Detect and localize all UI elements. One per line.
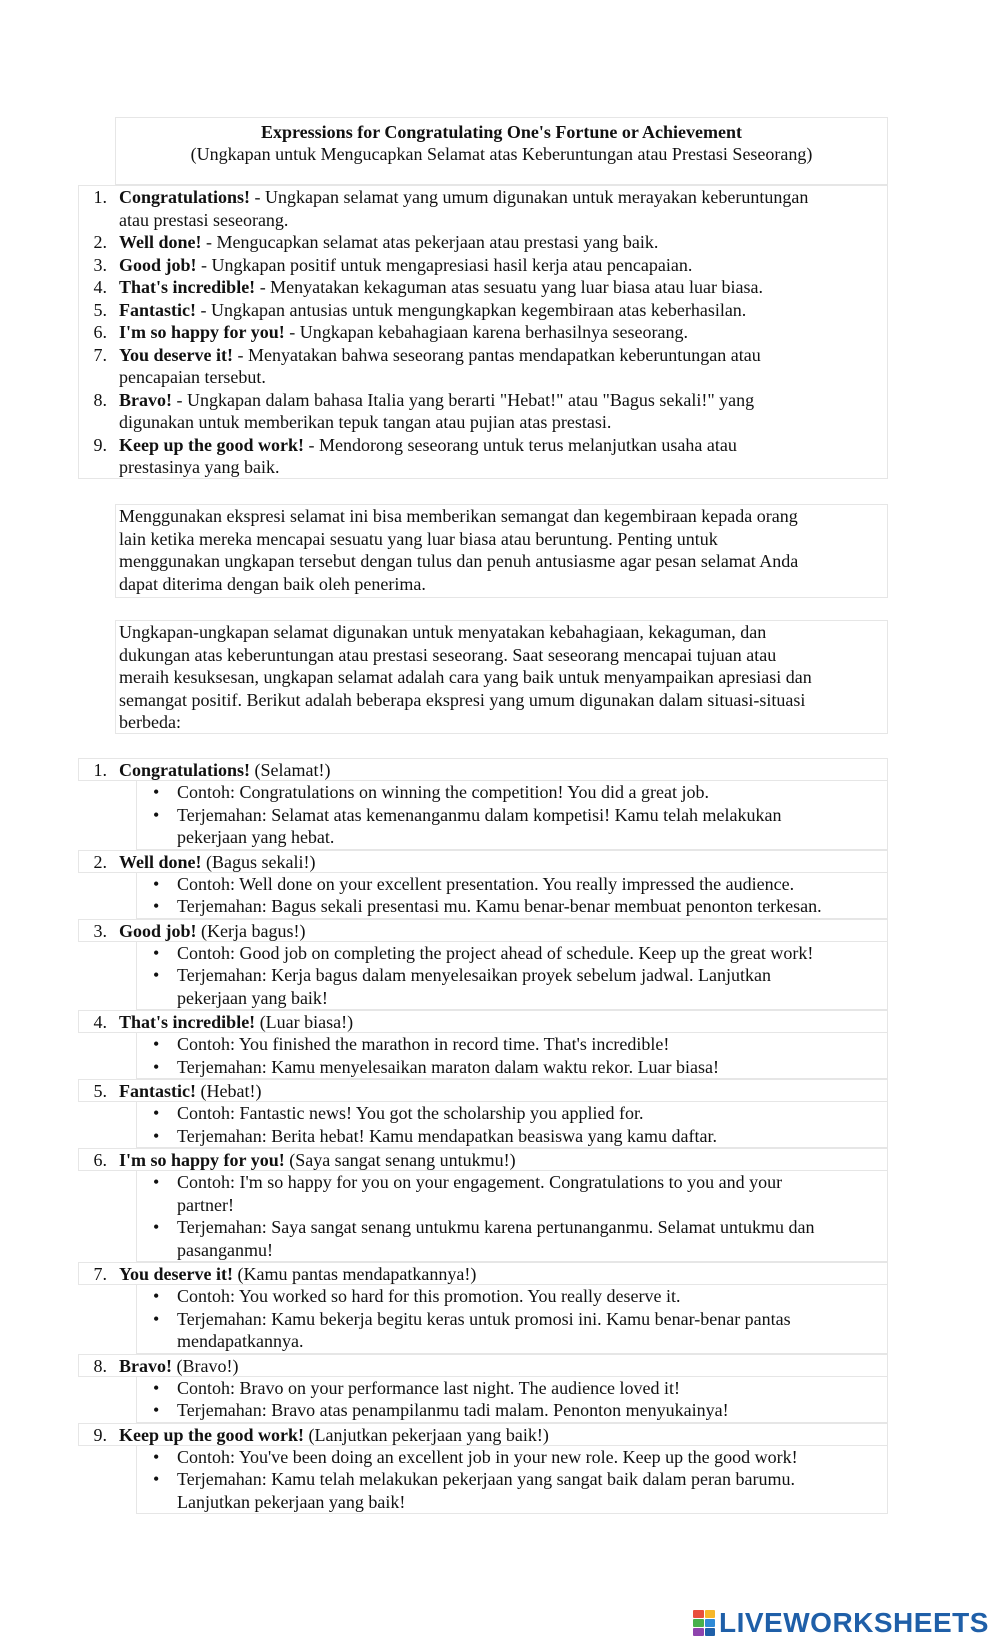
bullet-text: Terjemahan: Bagus sekali presentasi mu. Kamu benar-benar membuat penonton terkesan. (177, 896, 822, 916)
expression-term: Congratulations! (119, 187, 251, 207)
bullet-icon: • (153, 1172, 160, 1192)
title-box (115, 117, 888, 185)
list-item (79, 254, 887, 277)
list-item (79, 186, 887, 231)
list-item (79, 299, 887, 322)
item-number: 4. (93, 277, 107, 297)
bullet-text: Contoh: I'm so happy for you on your engagement. Congratulations to you and your (177, 1172, 783, 1192)
item-number: 1. (93, 187, 107, 207)
expression-description: digunakan untuk memberikan tepuk tangan atau pujian atas prestasi. (119, 412, 612, 432)
list-item (79, 389, 887, 434)
item-number: 7. (93, 344, 107, 365)
translation-sentence (137, 1468, 887, 1513)
paragraph-line: berbeda: (119, 712, 181, 732)
expression-description: pencapaian tersebut. (119, 367, 266, 387)
expression-term: That's incredible! (119, 1012, 256, 1032)
example-sentence (137, 942, 887, 965)
item-number: 7. (93, 1264, 107, 1284)
bullet-text: Contoh: Fantastic news! You got the scholarship you applied for. (177, 1103, 644, 1123)
example-heading (78, 1079, 888, 1102)
paragraph-usage (115, 504, 888, 598)
item-number: 9. (93, 434, 107, 455)
bullet-icon: • (153, 1286, 160, 1306)
expression-term: Fantastic! (119, 299, 196, 320)
expression-description: - Ungkapan dalam bahasa Italia yang berarti "Hebat!" atau "Bagus sekali!" yang (172, 389, 755, 410)
bullet-icon: • (153, 1125, 160, 1146)
example-sentence (137, 1033, 887, 1056)
expression-description: - Mengucapkan selamat atas pekerjaan atau prestasi yang baik. (201, 232, 659, 252)
paragraph-line: lain ketika mereka mencapai sesuatu yang luar biasa atau beruntung. Penting untuk (119, 528, 718, 549)
bullet-text: Contoh: Good job on completing the project ahead of schedule. Keep up the great work! (177, 942, 814, 963)
expression-meaning: (Hebat!) (195, 1081, 262, 1101)
logo-grid-icon (693, 1610, 715, 1636)
liveworksheets-logo (693, 1608, 989, 1638)
bullet-text: Terjemahan: Saya sangat senang untukmu karena pertunanganmu. Selamat untukmu dan (177, 1217, 815, 1237)
translation-sentence (137, 895, 887, 918)
bullet-text: Contoh: Bravo on your performance last night. The audience loved it! (177, 1377, 681, 1398)
example-sentence (137, 1102, 887, 1125)
example-bullets (136, 1377, 888, 1423)
bullet-icon: • (153, 804, 160, 825)
bullet-text: Contoh: You've been doing an excellent job in your new role. Keep up the good work! (177, 1446, 798, 1467)
example-bullets (136, 1285, 888, 1354)
example-heading (78, 1010, 888, 1033)
bullet-text: Contoh: You finished the marathon in record time. That's incredible! (177, 1034, 670, 1054)
bullet-text: Lanjutkan pekerjaan yang baik! (177, 1491, 406, 1512)
list-item (79, 276, 887, 299)
example-bullets (136, 942, 888, 1011)
logo-grid-cell (693, 1610, 704, 1618)
item-number: 9. (93, 1424, 107, 1445)
item-number: 5. (93, 1081, 107, 1101)
paragraph-line: dukungan atas keberuntungan atau prestasi seseorang. Saat seseorang mencapai tujuan atau (119, 644, 777, 665)
expressions-list (78, 185, 888, 479)
bullet-text: mendapatkannya. (177, 1331, 304, 1351)
expression-description: - Ungkapan antusias untuk mengungkapkan kegembiraan atas keberhasilan. (195, 299, 747, 320)
list-item (79, 231, 887, 254)
bullet-text: partner! (177, 1194, 234, 1215)
bullet-text: Contoh: Well done on your excellent presentation. You really impressed the audience. (177, 873, 795, 894)
bullet-text: Terjemahan: Kamu telah melakukan pekerjaan yang sangat baik dalam peran barumu. (177, 1469, 795, 1489)
bullet-icon: • (153, 1446, 160, 1467)
page-subtitle: (Ungkapan untuk Mengucapkan Selamat atas Keberuntungan atau Prestasi Seseorang) (190, 144, 813, 164)
expression-meaning: (Kamu pantas mendapatkannya!) (232, 1264, 477, 1284)
example-heading (78, 1354, 888, 1377)
bullet-icon: • (153, 1377, 160, 1398)
item-number: 8. (93, 1355, 107, 1376)
logo-text: LIVEWORKSHEETS (719, 1607, 989, 1638)
item-number: 3. (93, 920, 107, 941)
expression-meaning: (Selamat!) (250, 760, 331, 780)
bullet-icon: • (153, 1217, 160, 1237)
bullet-icon: • (153, 896, 160, 916)
example-heading (78, 758, 888, 781)
translation-sentence (137, 1056, 887, 1079)
logo-grid-cell (693, 1619, 704, 1627)
bullet-icon: • (153, 1308, 160, 1329)
expression-meaning: (Luar biasa!) (255, 1012, 354, 1032)
bullet-text: pekerjaan yang hebat. (177, 827, 335, 847)
bullet-text: Terjemahan: Kamu menyelesaikan maraton dalam waktu rekor. Luar biasa! (177, 1056, 720, 1077)
bullet-icon: • (153, 1469, 160, 1489)
translation-sentence (137, 964, 887, 1009)
item-number: 2. (93, 851, 107, 872)
bullet-text: pekerjaan yang baik! (177, 987, 328, 1008)
expression-meaning: (Kerja bagus!) (196, 920, 306, 941)
example-heading (78, 1148, 888, 1171)
paragraph-line: meraih kesuksesan, ungkapan selamat adalah cara yang baik untuk menyampaikan apresiasi dan (119, 667, 812, 687)
bullet-text: Contoh: Congratulations on winning the competition! You did a great job. (177, 782, 709, 802)
expression-description: - Ungkapan positif untuk mengapresiasi hasil kerja atau pencapaian. (196, 254, 693, 275)
bullet-text: Terjemahan: Kamu bekerja begitu keras untuk promosi ini. Kamu benar-benar pantas (177, 1308, 791, 1329)
expression-term: Bravo! (119, 1355, 172, 1376)
bullet-text: Terjemahan: Selamat atas kemenanganmu dalam kompetisi! Kamu telah melakukan (177, 804, 782, 825)
example-heading (78, 919, 888, 942)
item-number: 8. (93, 389, 107, 410)
item-number: 6. (93, 1150, 107, 1170)
example-sentence (137, 1377, 887, 1400)
paragraph-line: Menggunakan ekspresi selamat ini bisa memberikan semangat dan kegembiraan kepada orang (119, 506, 798, 526)
logo-grid-cell (693, 1628, 704, 1636)
expression-meaning: (Lanjutkan pekerjaan yang baik!) (304, 1424, 549, 1445)
expression-meaning: (Saya sangat senang untukmu!) (284, 1150, 516, 1170)
example-sentence (137, 873, 887, 896)
expression-term: Fantastic! (119, 1081, 196, 1101)
bullet-text: Terjemahan: Berita hebat! Kamu mendapatkan beasiswa yang kamu daftar. (177, 1125, 718, 1146)
bullet-text: Contoh: You worked so hard for this promotion. You really deserve it. (177, 1286, 681, 1306)
paragraph-line: dapat diterima dengan baik oleh penerima. (119, 573, 426, 594)
example-bullets (136, 1033, 888, 1079)
paragraph-intro (115, 620, 888, 734)
expression-description: prestasinya yang baik. (119, 457, 280, 477)
example-sentence (137, 781, 887, 804)
translation-sentence (137, 1216, 887, 1261)
page-title: Expressions for Congratulating One's Fortune or Achievement (261, 122, 742, 142)
example-heading (78, 1423, 888, 1446)
paragraph-line: Ungkapan-ungkapan selamat digunakan untuk menyatakan kebahagiaan, kekaguman, dan (119, 622, 767, 642)
example-heading (78, 850, 888, 873)
logo-grid-cell (705, 1610, 716, 1618)
item-number: 4. (93, 1012, 107, 1032)
expression-meaning: (Bravo!) (172, 1355, 239, 1376)
expression-term: Well done! (119, 232, 202, 252)
expression-term: Good job! (119, 920, 197, 941)
expression-term: Congratulations! (119, 760, 251, 780)
item-number: 1. (93, 760, 107, 780)
bullet-text: Terjemahan: Kerja bagus dalam menyelesaikan proyek sebelum jadwal. Lanjutkan (177, 965, 772, 985)
expression-description: atau prestasi seseorang. (119, 209, 289, 230)
item-number: 5. (93, 299, 107, 320)
example-bullets (136, 781, 888, 850)
expression-term: Keep up the good work! (119, 434, 305, 455)
expression-term: Well done! (119, 851, 202, 872)
list-item (79, 344, 887, 389)
item-number: 2. (93, 232, 107, 252)
item-number: 3. (93, 254, 107, 275)
example-sentence (137, 1171, 887, 1216)
example-bullets (136, 1171, 888, 1262)
expression-term: I'm so happy for you! (119, 1150, 285, 1170)
bullet-text: Terjemahan: Bravo atas penampilanmu tadi malam. Penonton menyukainya! (177, 1400, 729, 1420)
item-number: 6. (93, 322, 107, 342)
example-bullets (136, 873, 888, 919)
example-sentence (137, 1285, 887, 1308)
expression-term: Bravo! (119, 389, 172, 410)
paragraph-line: menggunakan ungkapan tersebut dengan tulus dan penuh antusiasme agar pesan selamat Anda (119, 551, 799, 571)
examples-list (78, 758, 888, 1514)
bullet-icon: • (153, 1034, 160, 1054)
example-sentence (137, 1446, 887, 1469)
list-item (79, 321, 887, 344)
expression-term: Keep up the good work! (119, 1424, 305, 1445)
translation-sentence (137, 1399, 887, 1422)
expression-term: I'm so happy for you! (119, 322, 285, 342)
expression-term: You deserve it! (119, 1264, 233, 1284)
logo-grid-cell (705, 1619, 716, 1627)
translation-sentence (137, 1308, 887, 1353)
bullet-icon: • (153, 1400, 160, 1420)
expression-description: - Ungkapan kebahagiaan karena berhasilnya seseorang. (284, 322, 689, 342)
paragraph-line: semangat positif. Berikut adalah beberapa ekspresi yang umum digunakan dalam situasi-situasi (119, 689, 806, 710)
expression-description: - Menyatakan bahwa seseorang pantas mendapatkan keberuntungan atau (232, 344, 761, 365)
expression-term: Good job! (119, 254, 197, 275)
bullet-icon: • (153, 873, 160, 894)
expression-description: - Mendorong seseorang untuk terus melanjutkan usaha atau (304, 434, 737, 455)
expression-description: - Ungkapan selamat yang umum digunakan untuk merayakan keberuntungan (250, 187, 809, 207)
translation-sentence (137, 804, 887, 849)
list-item (79, 434, 887, 479)
bullet-icon: • (153, 965, 160, 985)
expression-term: You deserve it! (119, 344, 233, 365)
bullet-icon: • (153, 1103, 160, 1123)
bullet-icon: • (153, 942, 160, 963)
example-bullets (136, 1102, 888, 1148)
logo-grid-cell (705, 1628, 716, 1636)
expression-meaning: (Bagus sekali!) (201, 851, 316, 872)
bullet-icon: • (153, 782, 160, 802)
expression-description: - Menyatakan kekaguman atas sesuatu yang luar biasa atau luar biasa. (255, 277, 763, 297)
expression-term: That's incredible! (119, 277, 256, 297)
bullet-text: pasanganmu! (177, 1239, 273, 1260)
example-heading (78, 1262, 888, 1285)
bullet-icon: • (153, 1056, 160, 1077)
example-bullets (136, 1446, 888, 1515)
translation-sentence (137, 1125, 887, 1148)
